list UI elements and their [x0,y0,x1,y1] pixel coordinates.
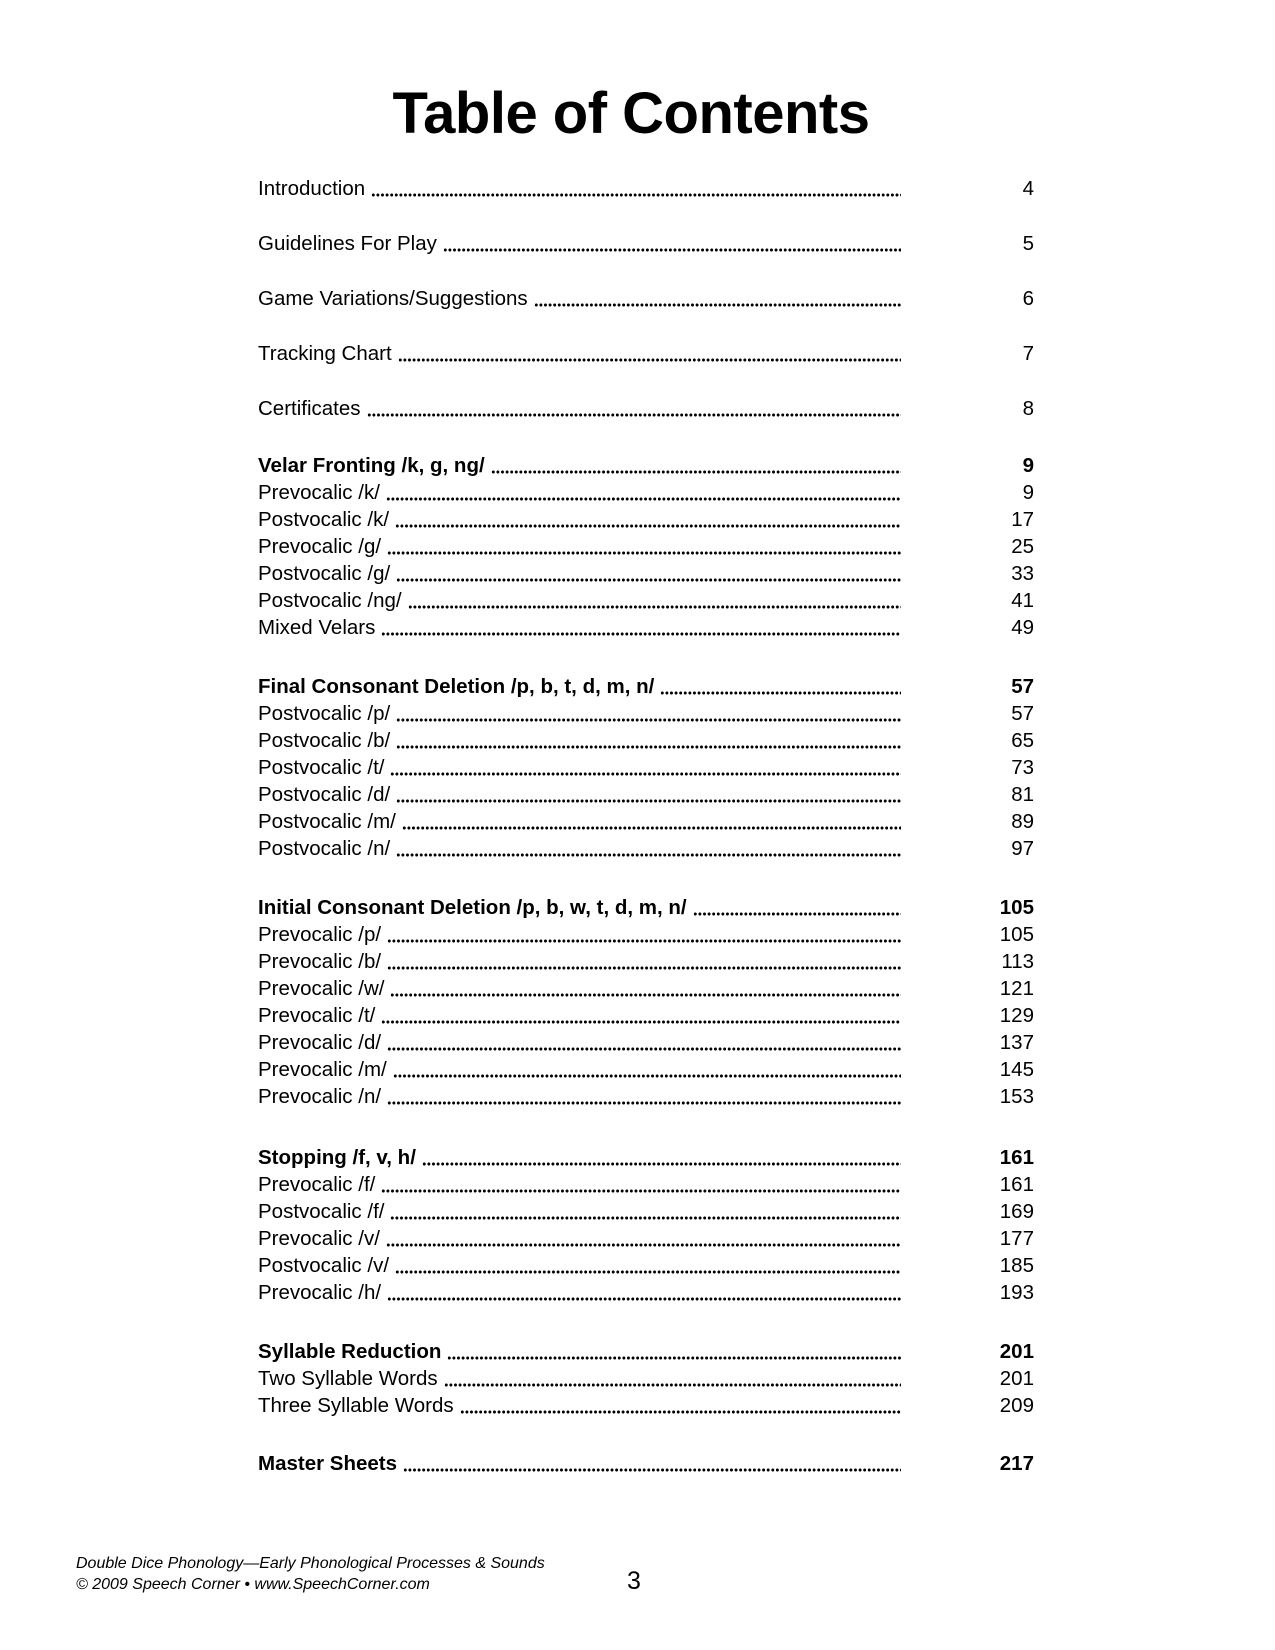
dot-leader [396,718,901,722]
toc-entry[interactable] [258,727,1034,755]
toc-entry-label: Prevocalic /t/ [258,1004,376,1027]
dot-leader [396,853,901,857]
toc-entry-page: 153 [999,1085,1034,1108]
toc-entry[interactable] [258,921,1034,949]
toc-entry-page: 161 [999,1173,1034,1196]
dot-leader [371,193,901,197]
toc-entry[interactable] [258,614,1034,642]
toc-entry-label: Prevocalic /m/ [258,1058,387,1081]
toc-entry-page: 185 [999,1254,1034,1277]
toc-entry-page: 49 [1011,616,1034,639]
dot-leader [444,1383,901,1387]
toc-entry[interactable] [258,808,1034,836]
toc-entry[interactable] [258,673,1034,701]
dot-leader [386,497,901,501]
toc-entry-label: Game Variations/Suggestions [258,287,528,310]
toc-entry-page: 57 [1011,675,1034,698]
dot-leader [403,1468,901,1472]
toc-entry-label: Three Syllable Words [258,1394,454,1417]
dot-leader [396,745,901,749]
toc-entry-label: Prevocalic /v/ [258,1227,380,1250]
toc-entry-label: Prevocalic /g/ [258,535,382,558]
dot-leader [395,1270,901,1274]
toc-entry[interactable] [258,175,1034,203]
toc-entry-page: 129 [999,1004,1034,1027]
toc-entry-page: 161 [999,1146,1034,1169]
toc-entry-page: 105 [999,896,1034,919]
dot-leader [460,1410,901,1414]
dot-leader [402,826,901,830]
dot-leader [387,966,901,970]
toc-entry-page: 73 [1011,756,1034,779]
toc-entry-page: 6 [1022,287,1034,310]
page-number: 3 [627,1567,641,1595]
toc-entry[interactable] [258,506,1034,534]
toc-entry-label: Two Syllable Words [258,1367,438,1390]
toc-entry-label: Postvocalic /p/ [258,702,391,725]
toc-entry-label: Syllable Reduction [258,1340,442,1363]
toc-entry-label: Postvocalic /b/ [258,729,391,752]
toc-entry-page: 177 [999,1227,1034,1250]
footer-book-title: Double Dice Phonology—Early Phonological Processes & Sounds [76,1555,545,1572]
toc-entry[interactable] [258,1392,1034,1420]
dot-leader [447,1356,901,1360]
dot-leader [381,1020,901,1024]
toc-entry-label: Postvocalic /v/ [258,1254,390,1277]
dot-leader [693,912,901,916]
toc-entry-label: Postvocalic /t/ [258,756,385,779]
toc-entry-page: 5 [1022,232,1034,255]
toc-entry[interactable] [258,1252,1034,1280]
toc-entry-page: 4 [1022,177,1034,200]
toc-entry[interactable] [258,948,1034,976]
toc-entry-page: 209 [999,1394,1034,1417]
toc-entry-label: Prevocalic /h/ [258,1281,382,1304]
toc-entry[interactable] [258,781,1034,809]
toc-entry[interactable] [258,700,1034,728]
toc-entry-label: Prevocalic /n/ [258,1085,382,1108]
toc-entry[interactable] [258,1144,1034,1172]
toc-entry-page: 169 [999,1200,1034,1223]
toc-entry-label: Prevocalic /p/ [258,923,382,946]
toc-entry-page: 57 [1011,702,1034,725]
toc-entry-label: Mixed Velars [258,616,376,639]
toc-entry-label: Final Consonant Deletion /p, b, t, d, m, n/ [258,675,655,698]
toc-entry-page: 9 [1022,481,1034,504]
toc-entry-label: Initial Consonant Deletion /p, b, w, t, d, m, n/ [258,896,687,919]
toc-entry-label: Postvocalic /m/ [258,810,396,833]
dot-leader [387,1297,901,1301]
toc-entry-page: 113 [1001,950,1034,973]
toc-entry-label: Velar Fronting /k, g, ng/ [258,454,485,477]
toc-entry-page: 217 [999,1452,1034,1475]
toc-entry[interactable] [258,754,1034,782]
toc-entry-label: Tracking Chart [258,342,392,365]
toc-entry[interactable] [258,1002,1034,1030]
dot-leader [387,551,901,555]
toc-entry[interactable] [258,587,1034,615]
toc-entry[interactable] [258,835,1034,863]
toc-entry[interactable] [258,395,1034,423]
toc-entry[interactable] [258,230,1034,258]
dot-leader [387,1047,901,1051]
dot-leader [396,799,901,803]
dot-leader [387,1101,901,1105]
toc-entry-label: Introduction [258,177,366,200]
toc-entry[interactable] [258,452,1034,480]
toc-entry-page: 25 [1011,535,1034,558]
toc-entry-page: 137 [999,1031,1034,1054]
footer-credits [76,1553,545,1595]
dot-leader [395,524,901,528]
toc-entry-page: 89 [1011,810,1034,833]
toc-entry-page: 193 [999,1281,1034,1304]
toc-entry[interactable] [258,560,1034,588]
dot-leader [660,691,901,695]
toc-entry-label: Master Sheets [258,1452,398,1475]
toc-entry-page: 17 [1011,508,1034,531]
dot-leader [390,772,901,776]
toc-entry-page: 145 [999,1058,1034,1081]
toc-entry-label: Certificates [258,397,361,420]
toc-entry[interactable] [258,1056,1034,1084]
toc-entry-label: Postvocalic /g/ [258,562,391,585]
toc-entry-label: Postvocalic /k/ [258,508,390,531]
toc-entry[interactable] [258,1171,1034,1199]
footer-copyright: © 2009 Speech Corner • www.SpeechCorner.com [76,1576,430,1593]
toc-entry-page: 8 [1022,397,1034,420]
toc-entry-page: 41 [1011,589,1034,612]
toc-entry-page: 81 [1011,783,1034,806]
toc-entry[interactable] [258,479,1034,507]
dot-leader [422,1162,901,1166]
toc-entry-page: 105 [999,923,1034,946]
toc-entry[interactable] [258,1365,1034,1393]
toc-entry[interactable] [258,1083,1034,1111]
toc-entry-label: Prevocalic /d/ [258,1031,382,1054]
toc-entry[interactable] [258,1338,1034,1366]
toc-entry-page: 65 [1011,729,1034,752]
toc-entry[interactable] [258,340,1034,368]
toc-entry[interactable] [258,894,1034,922]
toc-entry-page: 9 [1022,454,1034,477]
toc-entry[interactable] [258,1225,1034,1253]
dot-leader [398,358,901,362]
toc-entry[interactable] [258,1279,1034,1307]
toc-entry-label: Postvocalic /ng/ [258,589,402,612]
page-title: Table of Contents [392,81,870,146]
toc-entry-label: Guidelines For Play [258,232,437,255]
toc-entry-label: Prevocalic /w/ [258,977,385,1000]
toc-entry[interactable] [258,1029,1034,1057]
toc-entry-label: Postvocalic /d/ [258,783,391,806]
dot-leader [367,413,901,417]
dot-leader [390,1216,901,1220]
toc-entry-label: Prevocalic /k/ [258,481,380,504]
dot-leader [408,605,901,609]
dot-leader [393,1074,901,1078]
toc-entry[interactable] [258,975,1034,1003]
dot-leader [381,632,901,636]
dot-leader [443,248,901,252]
toc-entry-page: 201 [999,1340,1034,1363]
toc-entry[interactable] [258,285,1034,313]
dot-leader [387,939,901,943]
toc-entry[interactable] [258,1198,1034,1226]
toc-entry-page: 121 [999,977,1034,1000]
toc-entry-label: Postvocalic /f/ [258,1200,385,1223]
toc-entry-label: Postvocalic /n/ [258,837,391,860]
dot-leader [534,303,901,307]
toc-entry[interactable] [258,533,1034,561]
toc-entry-page: 201 [999,1367,1034,1390]
dot-leader [386,1243,901,1247]
toc-entry-label: Prevocalic /f/ [258,1173,376,1196]
dot-leader [396,578,901,582]
toc-entry[interactable] [258,1450,1034,1478]
dot-leader [491,470,901,474]
dot-leader [381,1189,901,1193]
dot-leader [390,993,901,997]
toc-entry-page: 33 [1011,562,1034,585]
toc-entry-page: 7 [1022,342,1034,365]
toc-entry-label: Stopping /f, v, h/ [258,1146,416,1169]
toc-entry-page: 97 [1011,837,1034,860]
toc-entry-label: Prevocalic /b/ [258,950,382,973]
